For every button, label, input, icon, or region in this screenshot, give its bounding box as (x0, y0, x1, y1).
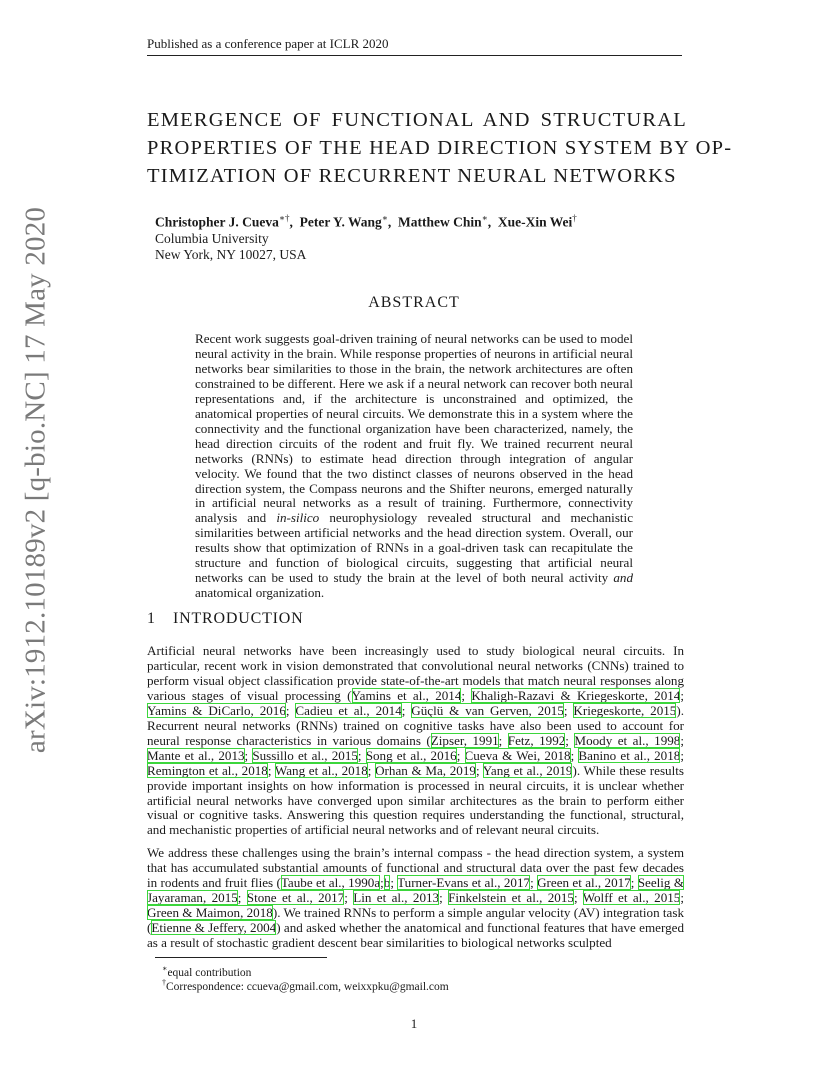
citation-separator: ; (285, 702, 296, 718)
author-2-mark: ∗ (381, 213, 388, 223)
paper-title (147, 106, 733, 190)
abstract-text-3: anatomical organization. (195, 585, 325, 601)
citation-separator: ; (630, 874, 638, 890)
footnote-1-mark: ∗ (162, 964, 168, 973)
title-line-3: TIMIZATION OF RECURRENT NEURAL NETWORKS (147, 165, 677, 187)
author-names: Christopher J. Cueva∗†, Peter Y. Wang∗, Matthew Chin∗, Xue-Xin Wei† (155, 213, 577, 230)
abstract-heading: ABSTRACT (368, 294, 460, 311)
citation-link[interactable]: Güçlü & van Gerven, 2015 (411, 702, 564, 718)
citation-link[interactable]: Banino et al., 2018 (578, 747, 681, 763)
citation-link[interactable]: Wang et al., 2018 (274, 762, 368, 778)
title-line-1: EMERGENCE OF FUNCTIONAL AND STRUCTURAL (147, 109, 687, 131)
footnote-2-mark: † (162, 978, 166, 987)
section-number: 1 (147, 610, 156, 627)
abstract-italic-1: in-silico (276, 510, 320, 526)
citation-separator: ; (498, 732, 508, 748)
citation-separator: ; (237, 889, 247, 905)
address: New York, NY 10027, USA (155, 246, 307, 262)
citation-link[interactable]: Stone et al., 2017 (246, 889, 345, 905)
citation-separator: ; (344, 889, 354, 905)
title-line-2: PROPERTIES OF THE HEAD DIRECTION SYSTEM BY OP- (147, 137, 733, 159)
citation-link[interactable]: Finkelstein et al., 2015 (448, 889, 574, 905)
citation-separator: ; (244, 747, 253, 763)
citation-link[interactable]: Yang et al., 2019 (482, 762, 573, 778)
citation-separator: ; (380, 874, 384, 890)
page-number: 1 (410, 1016, 418, 1031)
footnote-1-text: equal contribution (167, 966, 252, 979)
footnote-rule (155, 957, 327, 958)
para1-text: Artificial neural networks have been increasingly used to study biological neural circuits. In particular, recent work in vision demonstrated that convolutional neural networks (CNNs) trained to perform visual object classification provide state-of-the-art models that match neural responses along various stages of visual processing ( (147, 643, 684, 703)
citation-separator: ; (475, 762, 483, 778)
author-1: Christopher J. Cueva (155, 214, 279, 230)
section-heading (147, 610, 303, 628)
abstract-body (195, 332, 633, 601)
citation-link[interactable]: Seelig & Jayaraman, 2015 (147, 874, 684, 905)
citation-link[interactable]: Moody et al., 1998 (574, 732, 681, 748)
section-title: INTRODUCTION (173, 610, 304, 627)
citation-separator: ; (680, 747, 684, 763)
citation-link[interactable]: Kriegeskorte, 2015 (573, 702, 677, 718)
affiliation: Columbia University (155, 230, 269, 246)
citation-separator: ; (680, 687, 684, 703)
citation-link[interactable]: Yamins et al., 2014 (351, 687, 462, 703)
citation-separator: ; (267, 762, 275, 778)
citation-link[interactable]: Turner-Evans et al., 2017 (397, 874, 531, 890)
citation-link[interactable]: Fetz, 1992 (507, 732, 566, 748)
citation-link[interactable]: Green & Maimon, 2018 (147, 904, 273, 920)
citation-separator: ; (401, 702, 412, 718)
intro-paragraph-1 (147, 644, 684, 838)
para1-text: ). While these results provide important insights on how information is processed in neural circuits, it is unclear whether artificial neural networks have converged upon similar architectures as the brain to perform either visual or cognitive tasks. Answering this question requires understanding the functional, structural, and mechanistic properties of artificial neural networks and of relevant neural circuits. (147, 762, 684, 838)
citation-link[interactable]: Song et al., 2016 (365, 747, 457, 763)
citation-link[interactable]: Sussillo et al., 2015 (252, 747, 358, 763)
citation-link[interactable]: Wolff et al., 2015 (582, 889, 681, 905)
citation-separator: ; (565, 732, 575, 748)
citation-separator: ; (680, 732, 684, 748)
para2-text: ) and asked whether the anatomical and functional features that have emerged as a result of stochastic gradient descent bear similarities to biological networks sculpted (147, 919, 684, 950)
citation-separator: ; (439, 889, 449, 905)
intro-paragraph-2 (147, 846, 684, 951)
citation-link[interactable]: Lin et al., 2013 (353, 889, 440, 905)
citation-link[interactable]: Mante et al., 2013 (147, 747, 245, 763)
citation-separator: ; (573, 889, 583, 905)
author-3-mark: ∗ (481, 213, 488, 223)
author-3: Matthew Chin (398, 214, 482, 230)
citation-separator: ; (357, 747, 366, 763)
citation-separator: ; (680, 889, 684, 905)
para2-text: ). We trained RNNs to perform a simple angular velocity (AV) integration task ( (147, 904, 685, 935)
author-1-mark: ∗† (278, 213, 290, 223)
citation-separator: ; (367, 762, 376, 778)
citation-link[interactable]: Etienne & Jeffery, 2004 (151, 919, 277, 935)
author-block (155, 210, 577, 263)
citation-link[interactable]: Yamins & DiCarlo, 2016 (147, 702, 286, 718)
citation-separator: ; (390, 874, 398, 890)
citation-separator: ; (570, 747, 579, 763)
citation-link[interactable]: b (383, 874, 391, 890)
running-head: Published as a conference paper at ICLR 2020 (147, 36, 389, 51)
citation-link[interactable]: Orhan & Ma, 2019 (375, 762, 476, 778)
citation-link[interactable]: Green et al., 2017 (537, 874, 631, 890)
citation-separator: ; (456, 747, 465, 763)
abstract-text-2: neurophysiology revealed structural and mechanistic similarities between artificial networks and the head direction system. Overall, our results show that optimization of RNNs in a goal-driven task can recapitulate the structure and function of biological circuits, suggesting that artificial neural networks can be used to study the brain at the level of both neural activity (195, 510, 634, 586)
para2-text: We address these challenges using the brain’s internal compass - the head direction system, a system that has accumulated substantial amounts of functional and structural data over the past few decades in rodents and fruit flies ( (147, 845, 684, 890)
citation-link[interactable]: Cadieu et al., 2014 (295, 702, 402, 718)
citation-link[interactable]: Remington et al., 2018 (147, 762, 268, 778)
para1-text: ). Recurrent neural networks (RNNs) trained on cognitive tasks have also been used to account for neural response characteristics in various domains ( (147, 702, 684, 748)
footnote-2 (162, 976, 449, 994)
citation-link[interactable]: Cueva & Wei, 2018 (464, 747, 571, 763)
abstract-italic-2: and (613, 570, 633, 586)
citation-separator: ; (461, 687, 472, 703)
citation-link[interactable]: Taube et al., 1990a (280, 874, 381, 890)
header-rule (147, 55, 682, 56)
arxiv-identifier-text: arXiv:1912.10189v2 [q-bio.NC] 17 May 2020 (19, 206, 52, 754)
author-4-mark: † (572, 213, 577, 223)
citation-link[interactable]: Zipser, 1991 (430, 732, 499, 748)
abstract-text-1: Recent work suggests goal-driven training of neural networks can be used to model neural activity in the brain. While response properties of neurons in artificial neural networks bear similarities to those in the brain, the network architectures are often constrained to be different. Here we ask if a neural network can recover both neural representations and, if the architecture is unconstrained and optimized, the anatomical properties of neural circuits. We demonstrate this in a system where the connectivity and the functional organization have been characterized, namely, the head direction circuits of the rodent and fruit fly. We trained recurrent neural networks (RNNs) to estimate head direction through integration of angular velocity. We found that the two distinct classes of neurons observed in the head direction system, the Compass neurons and the Shifter neurons, emerged naturally in artificial neural networks as a result of training. Furthermore, connectivity analysis and (195, 331, 633, 526)
citation-separator: ; (563, 702, 574, 718)
author-4: Xue-Xin Wei (497, 214, 573, 230)
footnote-2-text: Correspondence: ccueva@gmail.com, weixxpku@gmail.com (166, 980, 449, 993)
citation-separator: ; (530, 874, 538, 890)
author-2: Peter Y. Wang (299, 214, 382, 230)
citation-link[interactable]: Khaligh-Razavi & Kriegeskorte, 2014 (471, 687, 681, 703)
